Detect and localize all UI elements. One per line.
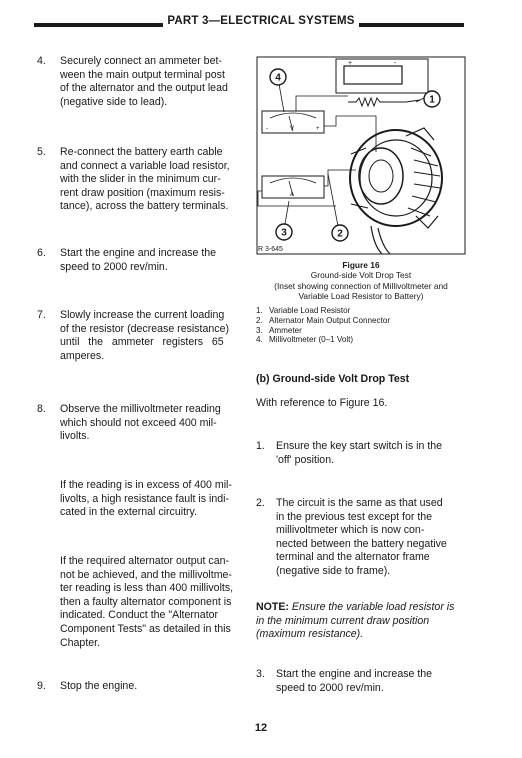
legend-item [256,316,466,326]
step-number: 3. [256,668,265,680]
text-line: terminal and the alternator frame [276,551,430,564]
callout-2 [332,225,348,241]
text-line: Ensure the key start switch is in the [276,440,443,452]
header-title: PART 3—ELECTRICAL SYSTEMS [163,15,358,27]
legend-item [256,326,466,336]
alternator-drawing [350,128,442,254]
step-text [60,403,245,444]
battery-symbol [344,66,402,84]
text-line: Observe the millivoltmeter reading [60,403,221,415]
step-text [276,668,466,695]
text-line: The circuit is the same as that used [276,497,443,509]
section-heading: (b) Ground-side Volt Drop Test [256,373,410,385]
note-text-line: in the minimum current draw position [256,614,430,627]
text-line: Slowly increase the current loading [60,309,225,321]
text-line: livolts. [60,430,90,443]
legend-text: Millivoltmeter (0–1 Volt) [269,335,354,345]
legend-text: Alternator Main Output Connector [269,315,391,325]
text-line: Component Tests" as detailed in this [60,622,231,635]
text-line: in the previous test except for the [276,510,433,523]
step-number: 6. [37,247,46,259]
text-line: Stop the engine. [60,680,138,692]
step-number: 8. [37,403,46,415]
step-text [60,247,245,274]
step-number: 2. [256,497,265,509]
note-label: NOTE: [256,601,289,613]
step-text [60,309,245,363]
step-number: 5. [37,146,46,158]
legend-item [256,306,466,316]
text-line: speed to 2000 rev/min. [60,260,168,273]
meter-v-label: V [290,126,295,132]
note-block [256,601,470,642]
text-line: (negative side to lead). [60,95,168,108]
legend-number: 1. [256,306,263,315]
text-line: Chapter. [60,636,101,649]
text-line: tance), across the battery terminals. [60,200,229,213]
text-line: ween the main output terminal post [60,68,225,81]
text-line: speed to 2000 rev/min. [276,681,384,694]
legend-text: Variable Load Resistor [269,306,351,315]
text-line: Securely connect an ammeter bet- [60,55,222,67]
figure-id: R 3-645 [258,246,283,253]
figure-legend [256,306,466,345]
legend-number: 4. [256,335,263,345]
step-number: 4. [37,55,46,67]
text-line: nected between the battery negative [276,537,447,550]
caption-line: Ground-side Volt Drop Test [310,270,412,281]
text-line: of the alternator and the output lead [60,82,228,95]
caption-line: Variable Load Resistor to Battery) [298,291,424,302]
text-line: millivoltmeter which is now con- [276,524,425,537]
figure-16-illustration [256,56,466,256]
text-line: (negative side to frame). [276,564,391,577]
step-text [60,55,245,109]
text-line: ter reading is less than 400 millivolts, [60,582,234,595]
step-text [60,680,245,694]
figure-caption-title: Figure 16 [342,260,380,270]
note-text-line: Ensure the variable load resistor is [291,601,455,613]
text-line: If the required alternator output can- [60,555,230,567]
callout-1 [424,91,440,107]
text-line: Start the engine and increase the [276,668,433,680]
text-line: not be achieved, and the millivoltme- [60,568,232,581]
step-text [60,146,245,214]
text-line: livolts, a high resistance fault is indi- [60,492,229,505]
figure-caption [250,260,472,302]
paragraph [60,555,250,650]
battery-minus: - [394,60,397,67]
legend-text: Ammeter [269,325,302,335]
text-line: cated in the external circuitry. [60,506,197,519]
step-number: 1. [256,440,265,452]
note-text-line: (maximum resistance). [256,628,364,641]
section-intro: With reference to Figure 16. [256,397,388,409]
meter-a-label: A [290,192,295,198]
callout-3 [276,224,292,240]
svg-text:4: 4 [275,72,281,84]
svg-text:2: 2 [337,228,343,240]
meter-plus-label: + [316,126,320,132]
text-line: 'off' position. [276,453,335,466]
text-line: until the ammeter registers 65 [60,336,224,349]
text-line: amperes. [60,349,105,362]
text-line: then a faulty alternator component is [60,595,232,608]
legend-item [256,335,466,345]
meter-minus-label: - [266,126,268,132]
battery-plus: + [348,60,353,67]
callout-4 [270,69,286,85]
svg-text:3: 3 [281,227,287,239]
text-line: Start the engine and increase the [60,247,217,259]
text-line: rent draw position (maximum resis- [60,186,225,199]
text-line: with the slider in the minimum cur- [60,173,221,186]
text-line: indicated. Conduct the "Alternator [60,609,219,622]
text-line: of the resistor (decrease resistance) [60,322,229,335]
legend-number: 2. [256,315,263,325]
step-number: 7. [37,309,46,321]
step-text [276,440,466,467]
svg-text:1: 1 [429,94,435,106]
resistor-symbol [348,98,406,106]
step-number: 9. [37,680,46,692]
page-number: 12 [254,722,268,734]
page-header [0,15,522,27]
text-line: which should not exceed 400 mil- [60,416,217,429]
paragraph [60,479,250,520]
text-line: If the reading is in excess of 400 mil- [60,479,232,491]
text-line: Re-connect the battery earth cable [60,146,223,158]
caption-line: (Inset showing connection of Millivoltmeter and [274,280,448,291]
text-line: and connect a variable load resistor, [60,159,230,172]
legend-number: 3. [256,325,263,335]
step-text [276,497,466,579]
